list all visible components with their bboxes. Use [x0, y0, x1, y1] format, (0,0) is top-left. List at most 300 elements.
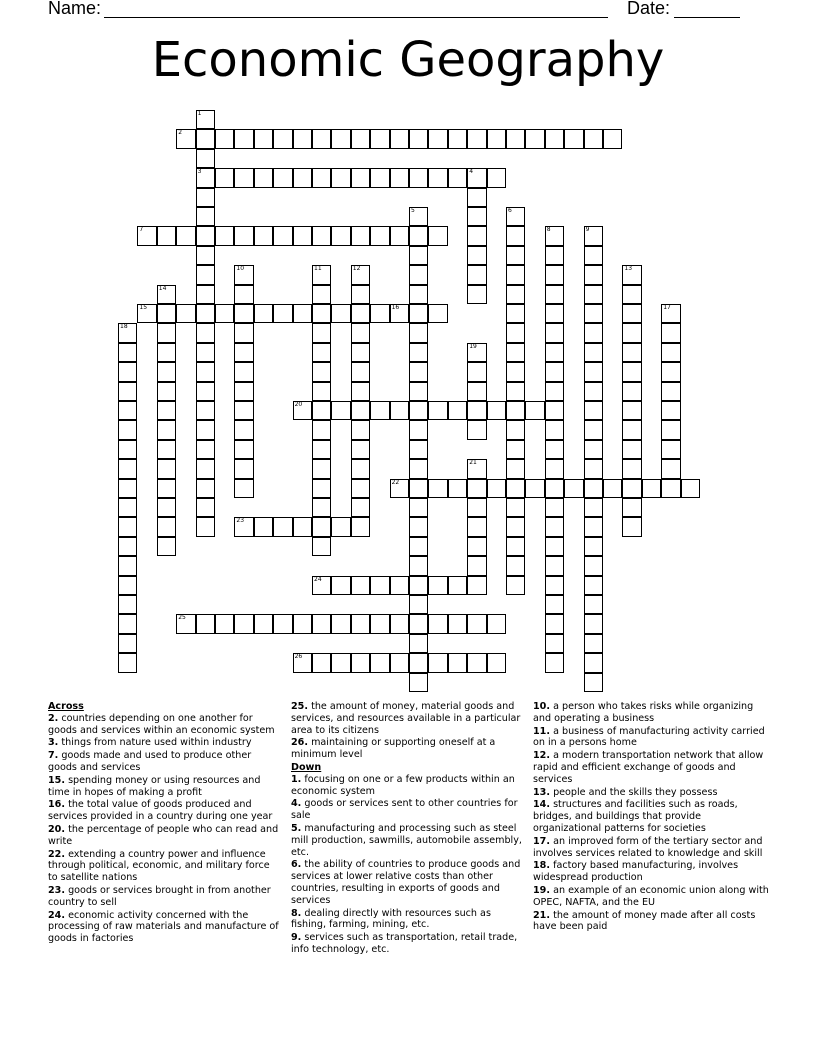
grid-cell[interactable]: [545, 653, 564, 672]
grid-cell[interactable]: [118, 537, 137, 556]
grid-cell[interactable]: [312, 517, 331, 536]
grid-cell[interactable]: [487, 614, 506, 633]
grid-cell[interactable]: [293, 304, 312, 323]
grid-cell[interactable]: [467, 246, 486, 265]
grid-cell[interactable]: [351, 362, 370, 381]
grid-cell[interactable]: [273, 129, 292, 148]
grid-cell[interactable]: [506, 304, 525, 323]
grid-cell[interactable]: [215, 168, 234, 187]
grid-cell[interactable]: [506, 343, 525, 362]
grid-cell[interactable]: [196, 226, 215, 245]
grid-cell[interactable]: [584, 382, 603, 401]
grid-cell[interactable]: [448, 614, 467, 633]
grid-cell[interactable]: [506, 382, 525, 401]
grid-cell[interactable]: [118, 634, 137, 653]
grid-cell[interactable]: [118, 401, 137, 420]
grid-cell[interactable]: [584, 653, 603, 672]
grid-cell[interactable]: [467, 265, 486, 284]
grid-cell[interactable]: [293, 653, 312, 672]
grid-cell[interactable]: [545, 246, 564, 265]
grid-cell[interactable]: [351, 517, 370, 536]
grid-cell[interactable]: [467, 556, 486, 575]
grid-cell[interactable]: [351, 440, 370, 459]
grid-cell[interactable]: [467, 285, 486, 304]
grid-cell[interactable]: [545, 479, 564, 498]
grid-cell[interactable]: [157, 226, 176, 245]
grid-cell[interactable]: [622, 362, 641, 381]
grid-cell[interactable]: [506, 207, 525, 226]
grid-cell[interactable]: [273, 168, 292, 187]
grid-cell[interactable]: [428, 614, 447, 633]
grid-cell[interactable]: [409, 226, 428, 245]
grid-cell[interactable]: [428, 401, 447, 420]
grid-cell[interactable]: [196, 207, 215, 226]
grid-cell[interactable]: [545, 498, 564, 517]
grid-cell[interactable]: [390, 576, 409, 595]
grid-cell[interactable]: [467, 517, 486, 536]
grid-cell[interactable]: [312, 537, 331, 556]
grid-cell[interactable]: [409, 343, 428, 362]
grid-cell[interactable]: [234, 420, 253, 439]
grid-cell[interactable]: [525, 129, 544, 148]
grid-cell[interactable]: [409, 440, 428, 459]
grid-cell[interactable]: [196, 323, 215, 342]
grid-cell[interactable]: [409, 556, 428, 575]
grid-cell[interactable]: [118, 479, 137, 498]
grid-cell[interactable]: [118, 556, 137, 575]
grid-cell[interactable]: [176, 226, 195, 245]
grid-cell[interactable]: [118, 323, 137, 342]
grid-cell[interactable]: [661, 420, 680, 439]
grid-cell[interactable]: [351, 323, 370, 342]
grid-cell[interactable]: [157, 362, 176, 381]
grid-cell[interactable]: [545, 440, 564, 459]
grid-cell[interactable]: [506, 517, 525, 536]
grid-cell[interactable]: [661, 479, 680, 498]
grid-cell[interactable]: [545, 304, 564, 323]
grid-cell[interactable]: [545, 362, 564, 381]
grid-cell[interactable]: [196, 246, 215, 265]
grid-cell[interactable]: [118, 595, 137, 614]
grid-cell[interactable]: [234, 459, 253, 478]
grid-cell[interactable]: [428, 129, 447, 148]
grid-cell[interactable]: [506, 226, 525, 245]
grid-cell[interactable]: [467, 343, 486, 362]
grid-cell[interactable]: [584, 401, 603, 420]
grid-cell[interactable]: [506, 362, 525, 381]
grid-cell[interactable]: [506, 420, 525, 439]
grid-cell[interactable]: [584, 634, 603, 653]
grid-cell[interactable]: [584, 576, 603, 595]
grid-cell[interactable]: [351, 226, 370, 245]
grid-cell[interactable]: [448, 653, 467, 672]
grid-cell[interactable]: [176, 614, 195, 633]
grid-cell[interactable]: [584, 362, 603, 381]
grid-cell[interactable]: [409, 653, 428, 672]
grid-cell[interactable]: [351, 401, 370, 420]
grid-cell[interactable]: [351, 576, 370, 595]
grid-cell[interactable]: [622, 420, 641, 439]
grid-cell[interactable]: [331, 168, 350, 187]
grid-cell[interactable]: [157, 401, 176, 420]
grid-cell[interactable]: [467, 498, 486, 517]
grid-cell[interactable]: [351, 498, 370, 517]
grid-cell[interactable]: [545, 343, 564, 362]
grid-cell[interactable]: [254, 304, 273, 323]
grid-cell[interactable]: [273, 517, 292, 536]
grid-cell[interactable]: [293, 168, 312, 187]
grid-cell[interactable]: [409, 459, 428, 478]
grid-cell[interactable]: [312, 265, 331, 284]
grid-cell[interactable]: [312, 614, 331, 633]
grid-cell[interactable]: [506, 265, 525, 284]
grid-cell[interactable]: [234, 323, 253, 342]
grid-cell[interactable]: [331, 304, 350, 323]
grid-cell[interactable]: [467, 653, 486, 672]
grid-cell[interactable]: [584, 285, 603, 304]
grid-cell[interactable]: [331, 226, 350, 245]
grid-cell[interactable]: [448, 576, 467, 595]
grid-cell[interactable]: [157, 382, 176, 401]
grid-cell[interactable]: [176, 304, 195, 323]
grid-cell[interactable]: [370, 226, 389, 245]
grid-cell[interactable]: [545, 285, 564, 304]
grid-cell[interactable]: [622, 401, 641, 420]
grid-cell[interactable]: [506, 129, 525, 148]
grid-cell[interactable]: [157, 323, 176, 342]
grid-cell[interactable]: [176, 129, 195, 148]
grid-cell[interactable]: [331, 653, 350, 672]
grid-cell[interactable]: [545, 382, 564, 401]
grid-cell[interactable]: [312, 168, 331, 187]
grid-cell[interactable]: [234, 304, 253, 323]
grid-cell[interactable]: [661, 440, 680, 459]
grid-cell[interactable]: [312, 459, 331, 478]
grid-cell[interactable]: [545, 226, 564, 245]
grid-cell[interactable]: [409, 517, 428, 536]
grid-cell[interactable]: [428, 479, 447, 498]
grid-cell[interactable]: [467, 129, 486, 148]
grid-cell[interactable]: [448, 129, 467, 148]
grid-cell[interactable]: [351, 285, 370, 304]
grid-cell[interactable]: [196, 459, 215, 478]
grid-cell[interactable]: [584, 304, 603, 323]
grid-cell[interactable]: [196, 498, 215, 517]
grid-cell[interactable]: [681, 479, 700, 498]
grid-cell[interactable]: [467, 362, 486, 381]
grid-cell[interactable]: [196, 168, 215, 187]
grid-cell[interactable]: [234, 382, 253, 401]
grid-cell[interactable]: [467, 459, 486, 478]
grid-cell[interactable]: [234, 614, 253, 633]
grid-cell[interactable]: [545, 129, 564, 148]
grid-cell[interactable]: [157, 517, 176, 536]
grid-cell[interactable]: [390, 401, 409, 420]
grid-cell[interactable]: [409, 285, 428, 304]
grid-cell[interactable]: [234, 129, 253, 148]
grid-cell[interactable]: [370, 401, 389, 420]
grid-cell[interactable]: [312, 382, 331, 401]
grid-cell[interactable]: [273, 304, 292, 323]
grid-cell[interactable]: [545, 576, 564, 595]
grid-cell[interactable]: [622, 382, 641, 401]
grid-cell[interactable]: [506, 401, 525, 420]
grid-cell[interactable]: [254, 517, 273, 536]
grid-cell[interactable]: [487, 401, 506, 420]
grid-cell[interactable]: [351, 265, 370, 284]
grid-cell[interactable]: [234, 285, 253, 304]
grid-cell[interactable]: [409, 265, 428, 284]
grid-cell[interactable]: [312, 576, 331, 595]
grid-cell[interactable]: [157, 304, 176, 323]
grid-cell[interactable]: [409, 595, 428, 614]
grid-cell[interactable]: [157, 440, 176, 459]
grid-cell[interactable]: [545, 556, 564, 575]
grid-cell[interactable]: [196, 382, 215, 401]
grid-cell[interactable]: [312, 226, 331, 245]
grid-cell[interactable]: [506, 246, 525, 265]
grid-cell[interactable]: [506, 459, 525, 478]
grid-cell[interactable]: [331, 576, 350, 595]
grid-cell[interactable]: [584, 479, 603, 498]
grid-cell[interactable]: [506, 440, 525, 459]
grid-cell[interactable]: [622, 285, 641, 304]
grid-cell[interactable]: [506, 498, 525, 517]
grid-cell[interactable]: [545, 634, 564, 653]
grid-cell[interactable]: [196, 188, 215, 207]
grid-cell[interactable]: [390, 479, 409, 498]
grid-cell[interactable]: [254, 129, 273, 148]
grid-cell[interactable]: [545, 459, 564, 478]
grid-cell[interactable]: [157, 420, 176, 439]
grid-cell[interactable]: [254, 614, 273, 633]
grid-cell[interactable]: [273, 614, 292, 633]
grid-cell[interactable]: [157, 285, 176, 304]
grid-cell[interactable]: [584, 537, 603, 556]
grid-cell[interactable]: [157, 498, 176, 517]
grid-cell[interactable]: [215, 614, 234, 633]
grid-cell[interactable]: [312, 285, 331, 304]
grid-cell[interactable]: [584, 129, 603, 148]
grid-cell[interactable]: [331, 129, 350, 148]
grid-cell[interactable]: [409, 576, 428, 595]
grid-cell[interactable]: [273, 226, 292, 245]
grid-cell[interactable]: [545, 595, 564, 614]
grid-cell[interactable]: [137, 304, 156, 323]
grid-cell[interactable]: [428, 576, 447, 595]
grid-cell[interactable]: [506, 537, 525, 556]
grid-cell[interactable]: [196, 517, 215, 536]
grid-cell[interactable]: [525, 479, 544, 498]
grid-cell[interactable]: [118, 440, 137, 459]
grid-cell[interactable]: [370, 614, 389, 633]
grid-cell[interactable]: [564, 479, 583, 498]
grid-cell[interactable]: [622, 517, 641, 536]
grid-cell[interactable]: [215, 304, 234, 323]
grid-cell[interactable]: [137, 226, 156, 245]
grid-cell[interactable]: [409, 634, 428, 653]
grid-cell[interactable]: [312, 362, 331, 381]
grid-cell[interactable]: [409, 168, 428, 187]
grid-cell[interactable]: [661, 304, 680, 323]
grid-cell[interactable]: [118, 517, 137, 536]
grid-cell[interactable]: [234, 517, 253, 536]
grid-cell[interactable]: [118, 459, 137, 478]
grid-cell[interactable]: [196, 343, 215, 362]
grid-cell[interactable]: [467, 479, 486, 498]
grid-cell[interactable]: [545, 614, 564, 633]
grid-cell[interactable]: [467, 226, 486, 245]
grid-cell[interactable]: [622, 479, 641, 498]
grid-cell[interactable]: [196, 285, 215, 304]
grid-cell[interactable]: [409, 479, 428, 498]
grid-cell[interactable]: [118, 362, 137, 381]
grid-cell[interactable]: [118, 420, 137, 439]
grid-cell[interactable]: [584, 517, 603, 536]
grid-cell[interactable]: [312, 440, 331, 459]
grid-cell[interactable]: [428, 168, 447, 187]
grid-cell[interactable]: [157, 343, 176, 362]
grid-cell[interactable]: [312, 323, 331, 342]
grid-cell[interactable]: [467, 382, 486, 401]
grid-cell[interactable]: [118, 343, 137, 362]
grid-cell[interactable]: [467, 576, 486, 595]
grid-cell[interactable]: [312, 343, 331, 362]
grid-cell[interactable]: [487, 653, 506, 672]
grid-cell[interactable]: [584, 246, 603, 265]
grid-cell[interactable]: [545, 517, 564, 536]
grid-cell[interactable]: [254, 226, 273, 245]
grid-cell[interactable]: [525, 401, 544, 420]
grid-cell[interactable]: [351, 459, 370, 478]
grid-cell[interactable]: [584, 595, 603, 614]
grid-cell[interactable]: [603, 129, 622, 148]
grid-cell[interactable]: [118, 498, 137, 517]
grid-cell[interactable]: [545, 537, 564, 556]
grid-cell[interactable]: [584, 673, 603, 692]
grid-cell[interactable]: [584, 459, 603, 478]
grid-cell[interactable]: [506, 323, 525, 342]
grid-cell[interactable]: [409, 537, 428, 556]
grid-cell[interactable]: [448, 479, 467, 498]
grid-cell[interactable]: [487, 168, 506, 187]
grid-cell[interactable]: [409, 614, 428, 633]
grid-cell[interactable]: [331, 517, 350, 536]
grid-cell[interactable]: [467, 420, 486, 439]
grid-cell[interactable]: [351, 129, 370, 148]
grid-cell[interactable]: [584, 226, 603, 245]
grid-cell[interactable]: [293, 226, 312, 245]
grid-cell[interactable]: [487, 129, 506, 148]
grid-cell[interactable]: [234, 265, 253, 284]
grid-cell[interactable]: [234, 479, 253, 498]
grid-cell[interactable]: [622, 498, 641, 517]
grid-cell[interactable]: [351, 653, 370, 672]
grid-cell[interactable]: [331, 401, 350, 420]
grid-cell[interactable]: [215, 226, 234, 245]
grid-cell[interactable]: [351, 382, 370, 401]
grid-cell[interactable]: [409, 420, 428, 439]
grid-cell[interactable]: [196, 440, 215, 459]
grid-cell[interactable]: [467, 188, 486, 207]
grid-cell[interactable]: [506, 576, 525, 595]
grid-cell[interactable]: [584, 498, 603, 517]
grid-cell[interactable]: [390, 653, 409, 672]
grid-cell[interactable]: [545, 401, 564, 420]
grid-cell[interactable]: [312, 498, 331, 517]
grid-cell[interactable]: [196, 614, 215, 633]
grid-cell[interactable]: [409, 129, 428, 148]
grid-cell[interactable]: [312, 401, 331, 420]
grid-cell[interactable]: [254, 168, 273, 187]
grid-cell[interactable]: [234, 226, 253, 245]
grid-cell[interactable]: [118, 653, 137, 672]
grid-cell[interactable]: [661, 382, 680, 401]
grid-cell[interactable]: [234, 343, 253, 362]
grid-cell[interactable]: [118, 382, 137, 401]
grid-cell[interactable]: [428, 226, 447, 245]
grid-cell[interactable]: [370, 576, 389, 595]
grid-cell[interactable]: [351, 304, 370, 323]
grid-cell[interactable]: [622, 304, 641, 323]
grid-cell[interactable]: [196, 129, 215, 148]
grid-cell[interactable]: [312, 304, 331, 323]
grid-cell[interactable]: [293, 517, 312, 536]
grid-cell[interactable]: [351, 168, 370, 187]
grid-cell[interactable]: [584, 265, 603, 284]
grid-cell[interactable]: [622, 323, 641, 342]
grid-cell[interactable]: [622, 265, 641, 284]
grid-cell[interactable]: [409, 207, 428, 226]
grid-cell[interactable]: [312, 653, 331, 672]
grid-cell[interactable]: [622, 459, 641, 478]
grid-cell[interactable]: [351, 420, 370, 439]
grid-cell[interactable]: [409, 673, 428, 692]
grid-cell[interactable]: [196, 304, 215, 323]
grid-cell[interactable]: [293, 614, 312, 633]
grid-cell[interactable]: [661, 362, 680, 381]
grid-cell[interactable]: [196, 265, 215, 284]
grid-cell[interactable]: [661, 459, 680, 478]
grid-cell[interactable]: [351, 343, 370, 362]
grid-cell[interactable]: [642, 479, 661, 498]
grid-cell[interactable]: [584, 556, 603, 575]
grid-cell[interactable]: [196, 362, 215, 381]
grid-cell[interactable]: [234, 168, 253, 187]
grid-cell[interactable]: [584, 420, 603, 439]
grid-cell[interactable]: [390, 614, 409, 633]
grid-cell[interactable]: [390, 226, 409, 245]
grid-cell[interactable]: [390, 129, 409, 148]
grid-cell[interactable]: [312, 129, 331, 148]
grid-cell[interactable]: [409, 304, 428, 323]
grid-cell[interactable]: [370, 304, 389, 323]
grid-cell[interactable]: [467, 401, 486, 420]
grid-cell[interactable]: [157, 479, 176, 498]
grid-cell[interactable]: [196, 110, 215, 129]
grid-cell[interactable]: [234, 362, 253, 381]
grid-cell[interactable]: [448, 168, 467, 187]
grid-cell[interactable]: [428, 653, 447, 672]
grid-cell[interactable]: [118, 576, 137, 595]
grid-cell[interactable]: [157, 459, 176, 478]
grid-cell[interactable]: [409, 382, 428, 401]
grid-cell[interactable]: [584, 440, 603, 459]
grid-cell[interactable]: [603, 479, 622, 498]
grid-cell[interactable]: [409, 362, 428, 381]
grid-cell[interactable]: [234, 401, 253, 420]
grid-cell[interactable]: [370, 653, 389, 672]
